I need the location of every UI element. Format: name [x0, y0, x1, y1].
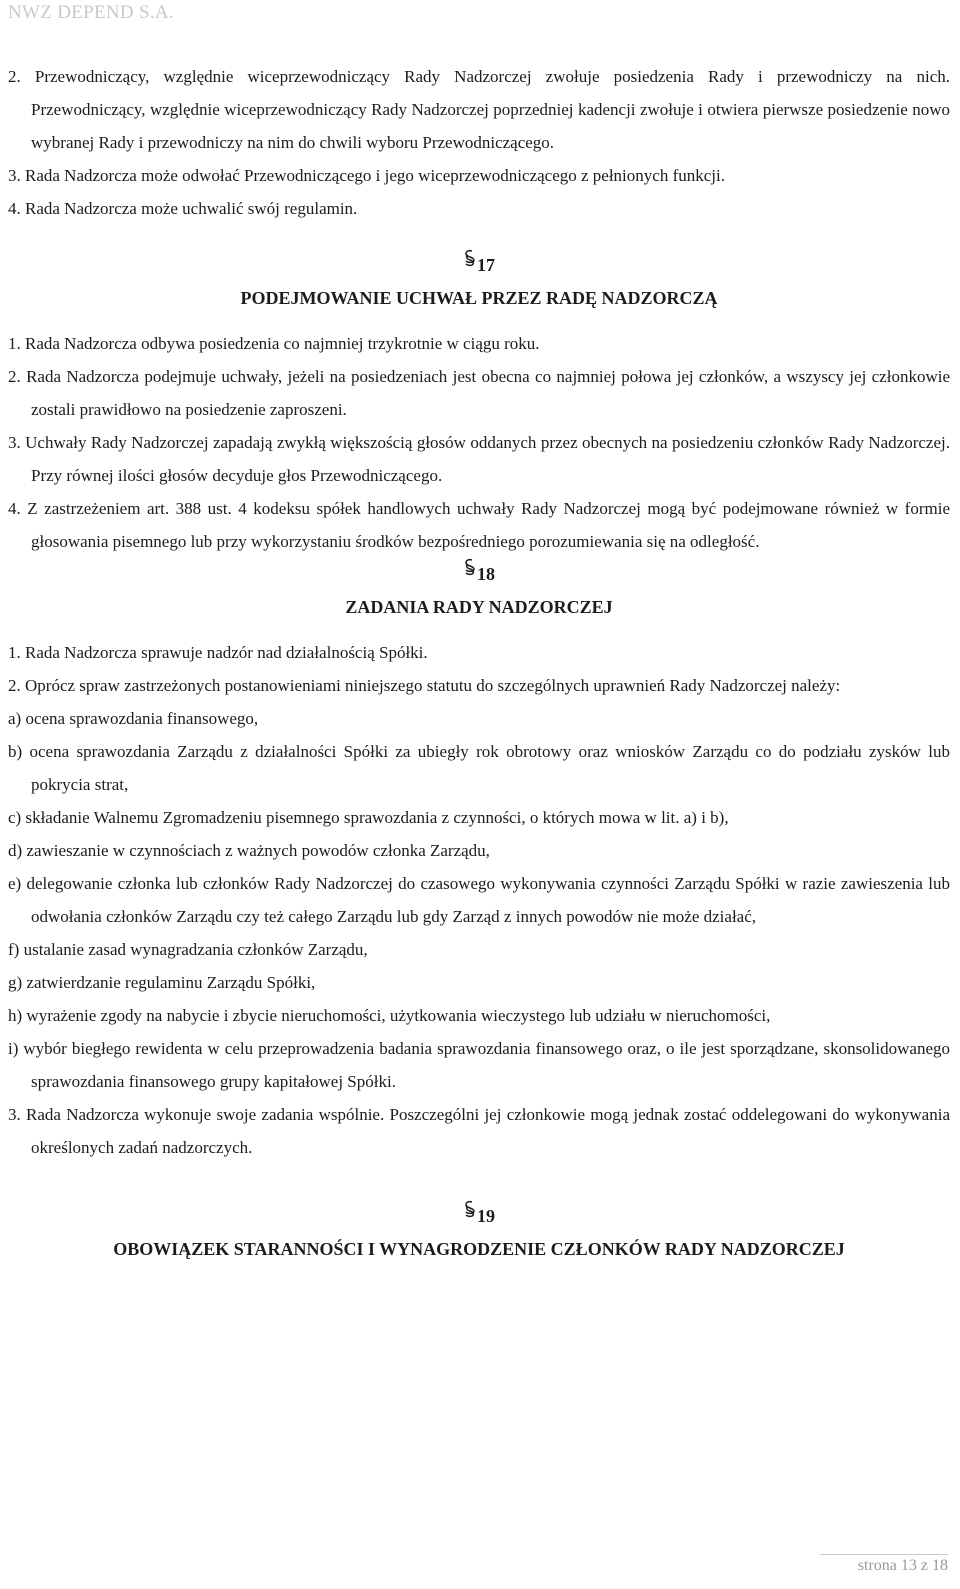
paragraph: 1. Rada Nadzorcza sprawuje nadzór nad działalnością Spółki. — [8, 643, 428, 662]
paragraph: 3. Rada Nadzorcza wykonuje swoje zadania wspólnie. Poszczególni jej członkowie mogą jednak zostać oddelegowani do wykonywania określonych zadań nadzorczych. — [8, 1105, 950, 1157]
paragraph: 4. Rada Nadzorcza może uchwalić swój regulamin. — [8, 199, 358, 218]
spacer — [8, 315, 950, 327]
paragraph: 2. Rada Nadzorcza podejmuje uchwały, jeżeli na posiedzeniach jest obecna co najmniej połowa jej członków, a wszyscy jej członkowie zostali prawidłowo na posiedzenie zaproszeni. — [8, 367, 950, 419]
spacer — [8, 1188, 950, 1200]
paragraph: b) ocena sprawozdania Zarządu z działalności Spółki za ubiegły rok obrotowy oraz wniosków Zarządu co do podziału zysków lub pokrycia strat, — [8, 742, 950, 794]
paragraph: 2. Przewodniczący, względnie wiceprzewodniczący Rady Nadzorczej zwołuje posiedzenia Rady i przewodniczy na nich. Przewodniczący, względnie wiceprzewodniczący Rady Nadzorczej poprzedniej kadencji zwołuje i otwiera pierwsze posiedzenie nowo wybranej Rady i przewodniczy na nim do chwili wyboru Przewodniczącego. — [8, 67, 950, 152]
section-title: PODEJMOWANIE UCHWAŁ PRZEZ RADĘ NADZORCZĄ — [240, 288, 718, 308]
paragraph: g) zatwierdzanie regulaminu Zarządu Spółki, — [8, 973, 316, 992]
section-number-text: 17 — [477, 255, 495, 275]
page-number: strona 13 z 18 — [820, 1554, 948, 1575]
paragraph: 4. Z zastrzeżeniem art. 388 ust. 4 kodeksu spółek handlowych uchwały Rady Nadzorczej mogą być podejmowane również w formie głosowania pisemnego lub przy wykorzystaniu środków bezpośredniego porozumiewania się na odległość. — [8, 499, 950, 551]
paragraph-sign-icon — [463, 554, 477, 572]
paragraph: 1. Rada Nadzorcza odbywa posiedzenia co najmniej trzykrotnie w ciągu roku. — [8, 334, 540, 353]
paragraph: 3. Uchwały Rady Nadzorczej zapadają zwykłą większością głosów oddanych przez obecnych na posiedzeniu członków Rady Nadzorczej. Przy równej ilości głosów decyduje głos Przewodniczącego. — [8, 433, 950, 485]
paragraph: a) ocena sprawozdania finansowego, — [8, 709, 259, 728]
paragraph: i) wybór biegłego rewidenta w celu przeprowadzenia badania sprawozdania finansowego oraz, o ile jest sporządzane, skonsolidowanego sprawozdania finansowego grupy kapitałowej Spółki. — [8, 1039, 950, 1091]
spacer — [8, 1164, 950, 1188]
paragraph: e) delegowanie członka lub członków Rady Nadzorczej do czasowego wykonywania czynności Zarządu Spółki w razie zawieszenia lub odwołania członków Zarządu czy też całego Zarządu lub gdy Zarząd z innych powodów nie może działać, — [8, 874, 950, 926]
document-body — [8, 60, 950, 1266]
paragraph: f) ustalanie zasad wynagradzania członków Zarządu, — [8, 940, 368, 959]
paragraph: d) zawieszanie w czynnościach z ważnych powodów członka Zarządu, — [8, 841, 490, 860]
paragraph: 3. Rada Nadzorcza może odwołać Przewodniczącego i jego wiceprzewodniczącego z pełnionych funkcji. — [8, 166, 725, 185]
section-number-text: 18 — [477, 564, 495, 584]
paragraph-sign-icon — [463, 1196, 477, 1214]
spacer — [8, 624, 950, 636]
section-number-text: 19 — [477, 1206, 495, 1226]
section-title: ZADANIA RADY NADZORCZEJ — [345, 597, 613, 617]
paragraph: 2. Oprócz spraw zastrzeżonych postanowieniami niniejszego statutu do szczególnych uprawnień Rady Nadzorczej należy: — [8, 676, 841, 695]
spacer — [8, 225, 950, 249]
company-header: NWZ DEPEND S.A. — [8, 2, 174, 23]
section-number — [8, 558, 950, 591]
paragraph: c) składanie Walnemu Zgromadzeniu pisemnego sprawozdania z czynności, o których mowa w lit. a) i b), — [8, 808, 729, 827]
paragraph: h) wyrażenie zgody na nabycie i zbycie nieruchomości, użytkowania wieczystego lub udziału w nieruchomości, — [8, 1006, 771, 1025]
section-number — [8, 1200, 950, 1233]
section-number — [8, 249, 950, 282]
paragraph-sign-icon — [463, 245, 477, 263]
section-title: OBOWIĄZEK STARANNOŚCI I WYNAGRODZENIE CZŁONKÓW RADY NADZORCZEJ — [113, 1239, 845, 1259]
